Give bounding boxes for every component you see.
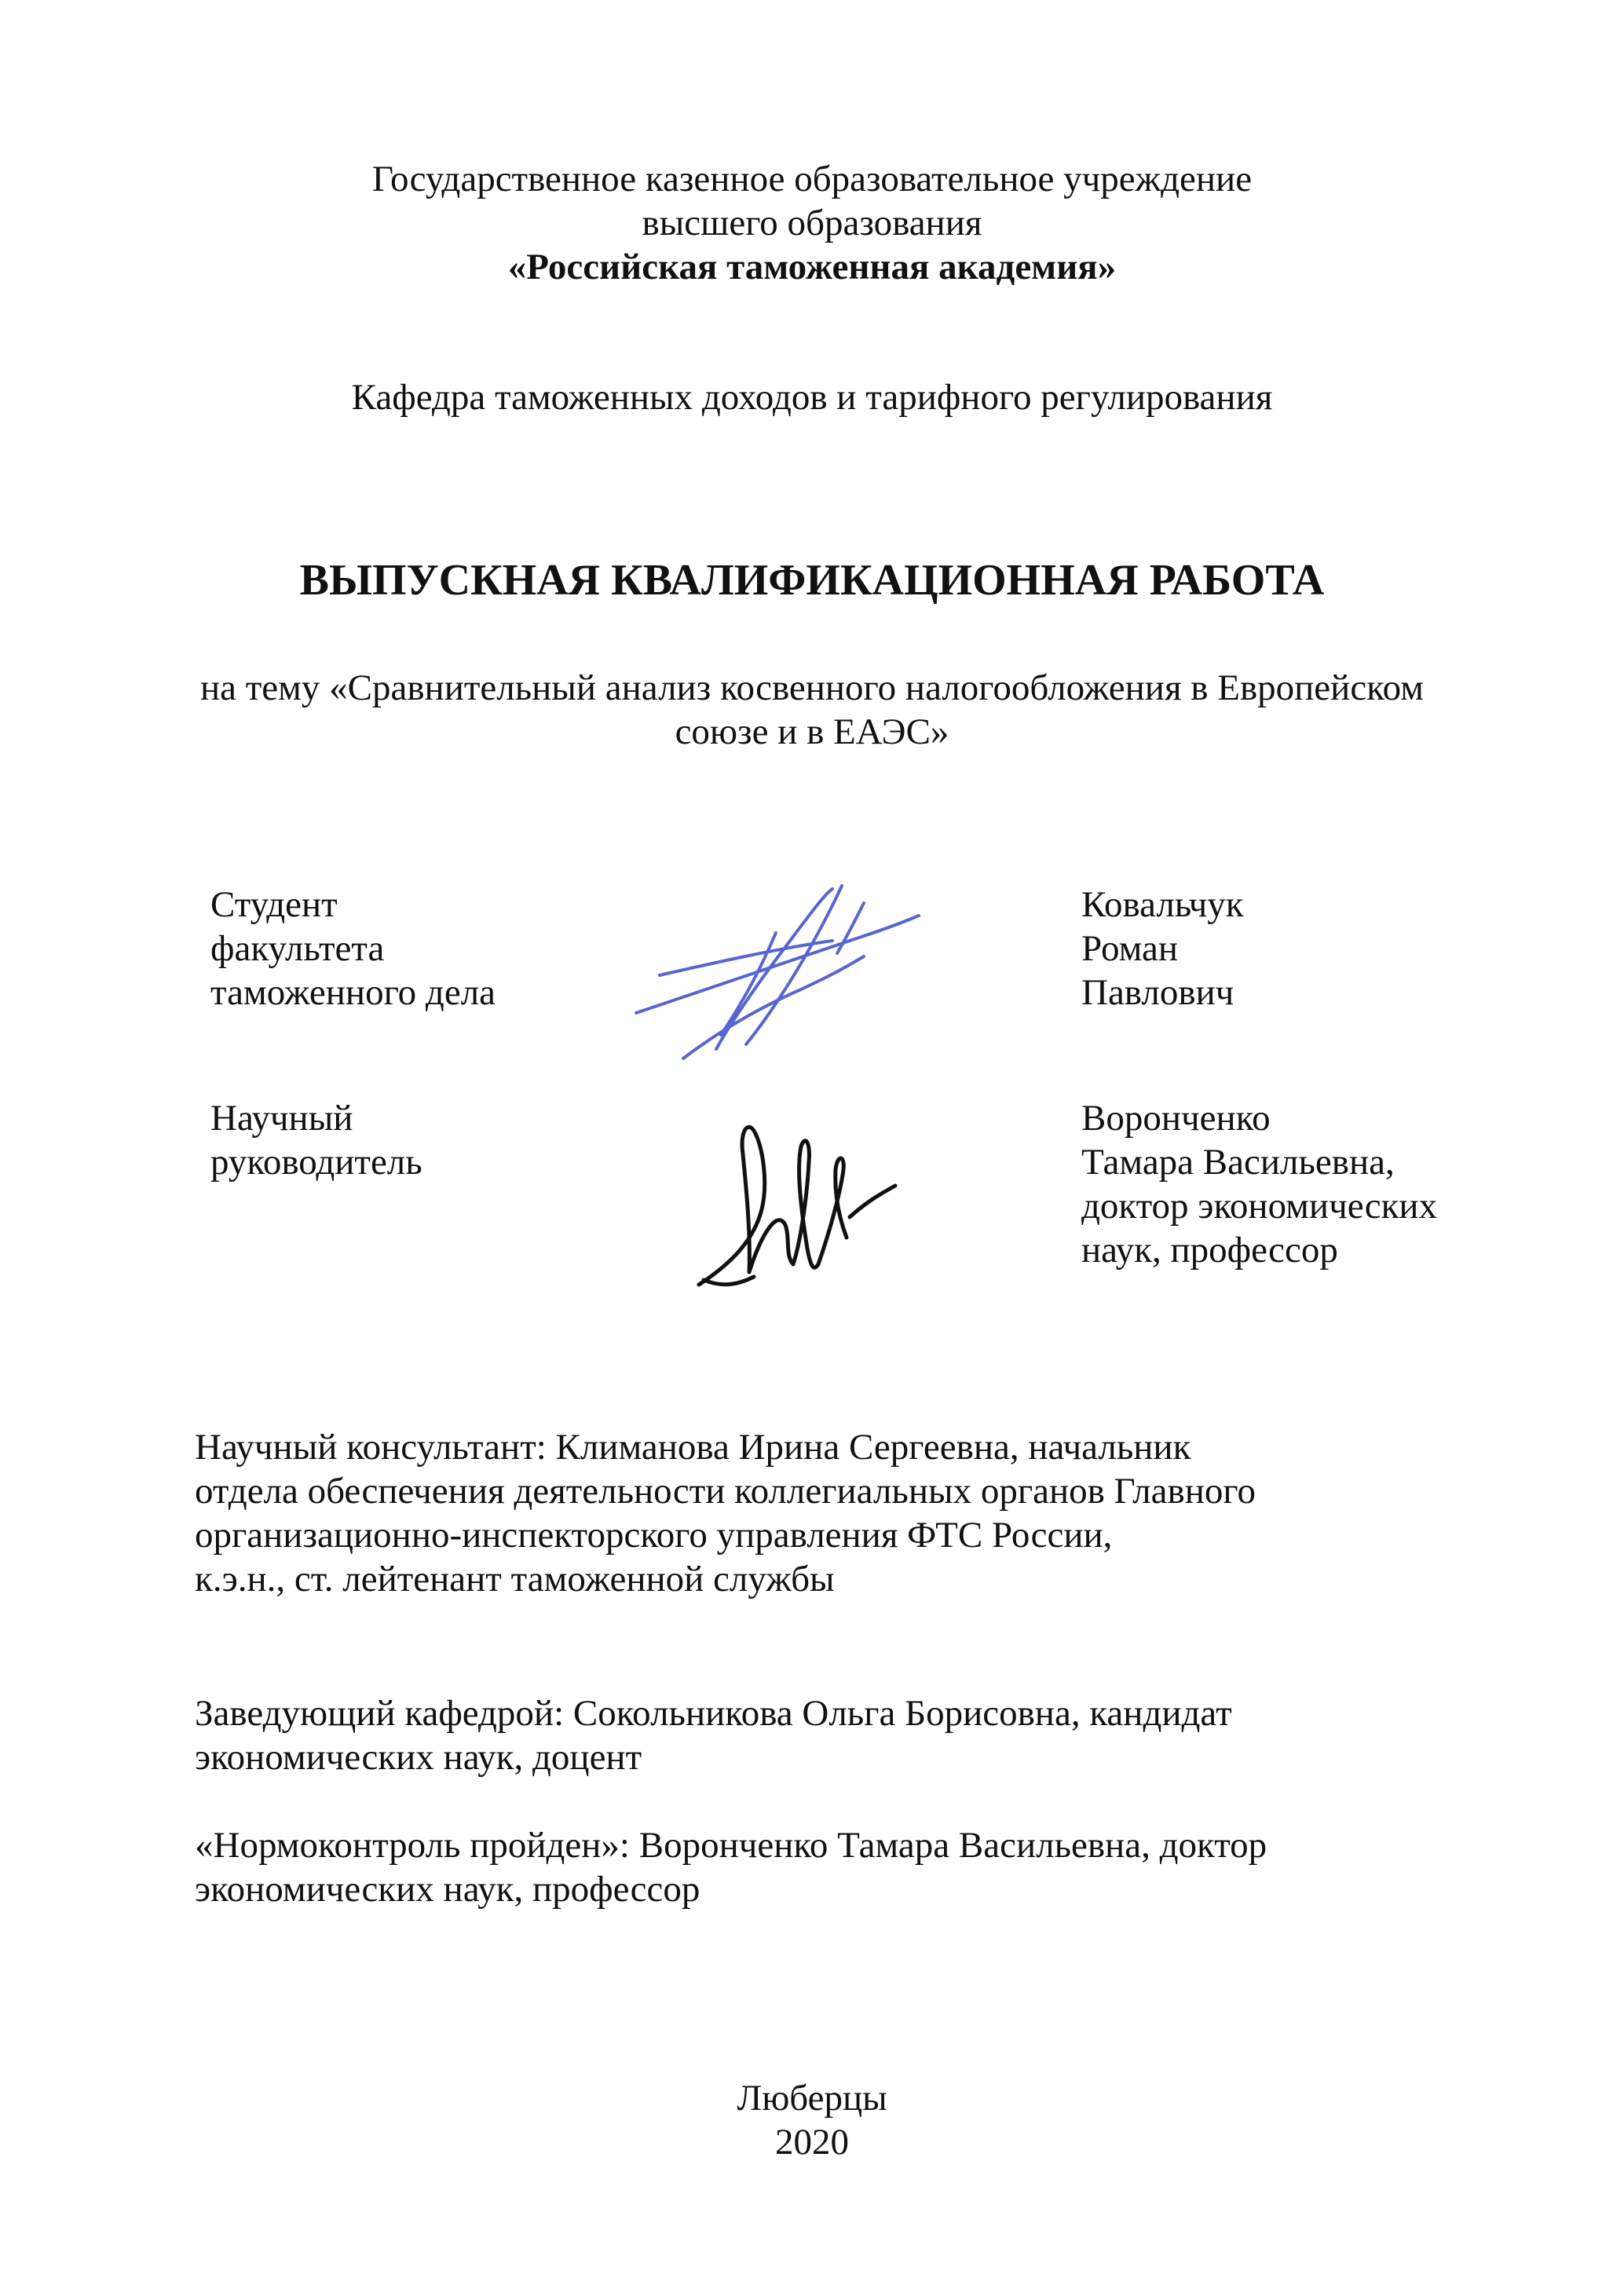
consultant-line: отдела обеспечения деятельности коллегиальных органов Главного	[195, 1471, 1256, 1512]
work-title: ВЫПУСКНАЯ КВАЛИФИКАЦИОННАЯ РАБОТА	[299, 556, 1325, 605]
student-name-line: Роман	[1081, 928, 1179, 969]
student-role-line: факультета	[210, 928, 385, 969]
institution-line-2: высшего образования	[642, 203, 982, 243]
head-of-department-line: экономических наук, доцент	[195, 1737, 642, 1778]
norm-control-block	[195, 1823, 1267, 1911]
supervisor-name-line: доктор экономических	[1081, 1186, 1438, 1227]
consultant-line: Научный консультант: Климанова Ирина Сергеевна, начальник	[195, 1427, 1191, 1468]
consultant-line: к.э.н., ст. лейтенант таможенной службы	[195, 1559, 835, 1600]
supervisor-signature	[675, 1099, 911, 1303]
supervisor-name	[1081, 1096, 1437, 1272]
norm-control-line: «Нормоконтроль пройден»: Воронченко Тамара Васильевна, доктор	[195, 1825, 1267, 1866]
academy-name: «Российская таможенная академия»	[507, 247, 1117, 287]
student-signature	[628, 872, 927, 1068]
supervisor-role	[210, 1096, 422, 1184]
supervisor-name-line: Тамара Васильевна,	[1081, 1142, 1395, 1183]
norm-control-line: экономических наук, профессор	[195, 1869, 700, 1910]
head-of-department-line: Заведующий кафедрой: Сокольникова Ольга Борисовна, кандидат	[195, 1693, 1232, 1734]
consultant-block	[195, 1425, 1256, 1601]
supervisor-role-line: руководитель	[210, 1142, 422, 1183]
head-of-department-block	[195, 1691, 1232, 1779]
student-role	[210, 883, 496, 1015]
topic-line-2: союзе и в ЕАЭС»	[675, 711, 949, 752]
student-name-line: Павлович	[1081, 972, 1234, 1013]
supervisor-name-line: наук, профессор	[1081, 1230, 1338, 1270]
year: 2020	[775, 2122, 849, 2163]
supervisor-name-line: Воронченко	[1081, 1098, 1271, 1139]
supervisor-role-line: Научный	[210, 1098, 353, 1139]
topic-line-1: на тему «Сравнительный анализ косвенного налогообложения в Европейском	[200, 667, 1424, 708]
department-name: Кафедра таможенных доходов и тарифного регулирования	[351, 377, 1273, 418]
institution-line-1: Государственное казенное образовательное учреждение	[371, 159, 1253, 199]
student-role-line: таможенного дела	[210, 972, 496, 1013]
student-name-line: Ковальчук	[1081, 884, 1244, 925]
consultant-line: организационно-инспекторского управления ФТС России,	[195, 1515, 1113, 1556]
student-name	[1081, 883, 1244, 1015]
student-role-line: Студент	[210, 884, 338, 925]
city: Люберцы	[737, 2078, 887, 2119]
